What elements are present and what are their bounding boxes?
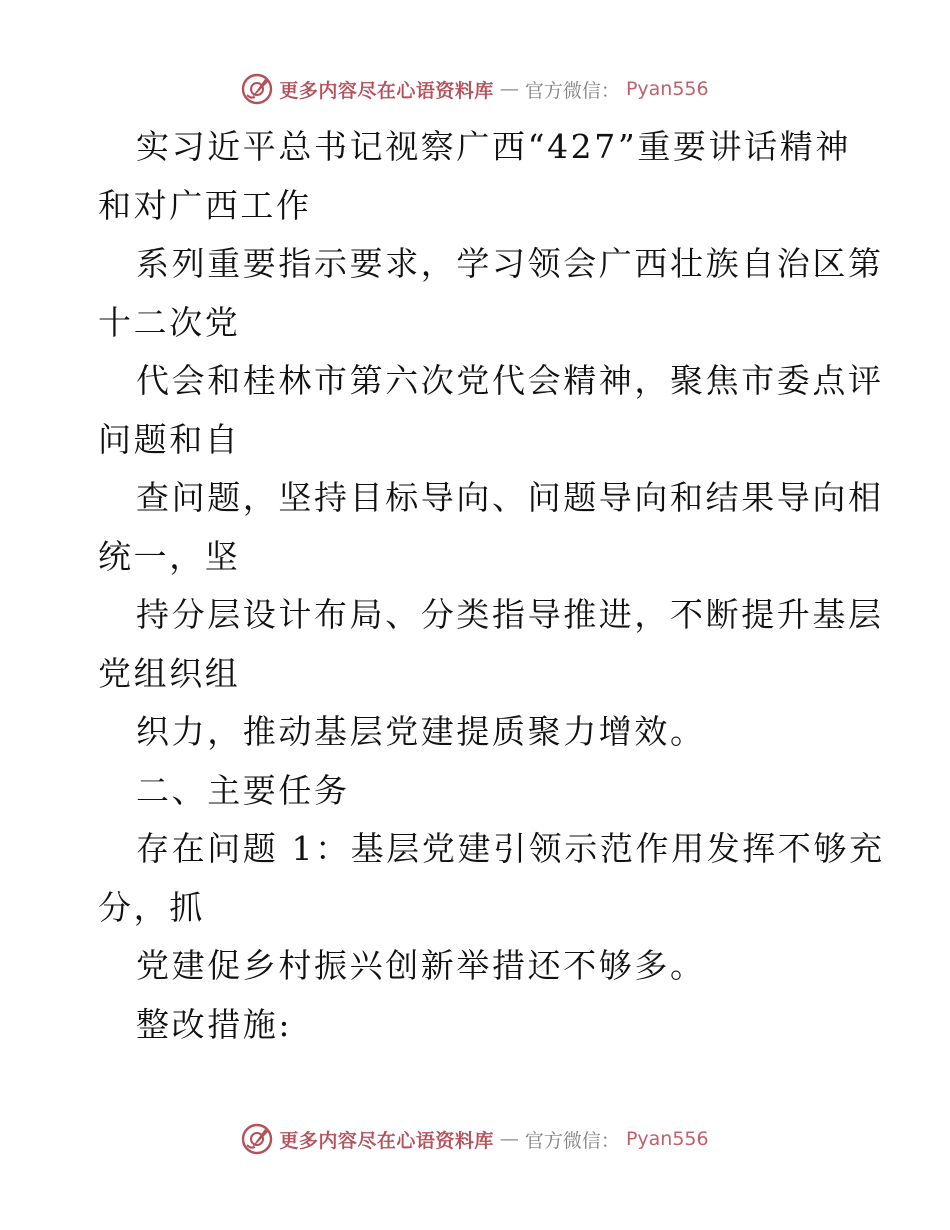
body-line: 织力，推动基层党建提质聚力增效。 — [136, 712, 706, 751]
watermark-official-label: 官方微信： — [524, 1129, 620, 1152]
body-line: 十二次党 — [98, 302, 241, 342]
body-line: 存在问题 1：基层党建引领示范作用发挥不够充 — [136, 829, 885, 868]
document-body — [98, 118, 885, 1054]
body-line: 问题和自 — [98, 419, 241, 459]
body-line: 代会和桂林市第六次党代会精神，聚焦市委点评 — [136, 361, 884, 400]
body-line: 和对广西工作 — [98, 185, 312, 225]
body-line: 实习近平总书记视察广西“427”重要讲话精神 — [136, 127, 851, 166]
watermark-official-label: 官方微信： — [524, 79, 620, 102]
body-line: 系列重要指示要求，学习领会广西壮族自治区第 — [136, 244, 884, 283]
watermark-wechat-id: Pyan556 — [625, 1128, 709, 1150]
body-line: 党组织组 — [98, 653, 241, 693]
watermark-separator: — — [499, 78, 519, 100]
body-line: 分，抓 — [98, 887, 205, 927]
body-line: 整改措施: — [136, 1004, 293, 1044]
quill-logo-icon — [241, 1123, 273, 1155]
watermark-separator: — — [499, 1128, 519, 1150]
header-watermark — [0, 73, 950, 105]
section-heading: 二、主要任务 — [136, 770, 350, 810]
quill-logo-icon — [241, 73, 273, 105]
body-line: 持分层设计布局、分类指导推进，不断提升基层 — [136, 595, 884, 634]
watermark-brand: 更多内容尽在心语资料库 — [279, 1129, 494, 1152]
body-line: 查问题，坚持目标导向、问题导向和结果导向相 — [136, 478, 884, 517]
watermark-wechat-id: Pyan556 — [625, 78, 709, 100]
footer-watermark — [0, 1123, 950, 1155]
body-line: 党建促乡村振兴创新举措还不够多。 — [136, 946, 706, 985]
watermark-brand: 更多内容尽在心语资料库 — [279, 79, 494, 102]
body-line: 统一，坚 — [98, 536, 241, 576]
